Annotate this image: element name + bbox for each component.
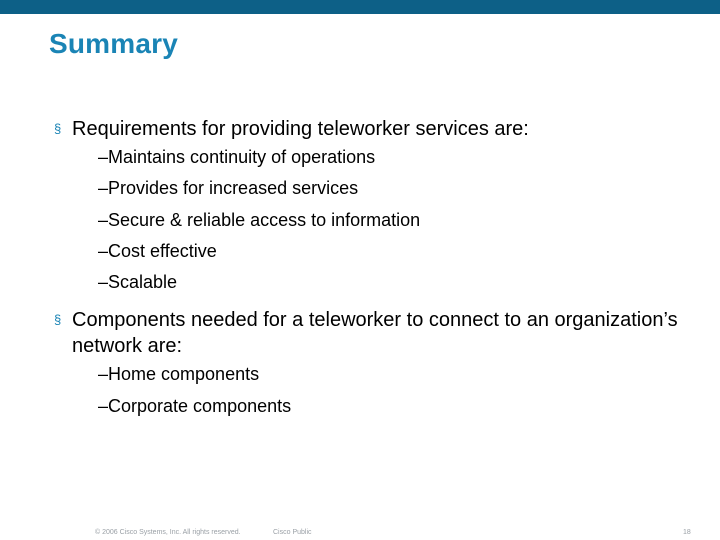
sub-item-text: Home components xyxy=(108,364,260,385)
sub-item xyxy=(98,272,694,303)
sub-item-text: Secure & reliable access to information xyxy=(108,209,421,230)
dash-marker: – xyxy=(98,395,109,416)
sub-list-requirements xyxy=(98,147,694,303)
top-accent-bar xyxy=(0,0,720,14)
bullet-requirements xyxy=(54,116,694,142)
dash-marker: – xyxy=(98,272,109,293)
page-number: 18 xyxy=(683,529,691,536)
bullet-marker-icon: § xyxy=(54,121,62,136)
dash-marker: – xyxy=(98,240,109,261)
dash-marker: – xyxy=(98,178,109,199)
sub-item-text: Cost effective xyxy=(108,240,217,261)
slide-title: Summary xyxy=(49,28,179,59)
bullet-text: Components needed for a teleworker to connect to an organization’s network are: xyxy=(72,309,678,358)
sub-item xyxy=(98,396,694,427)
sub-item xyxy=(98,210,694,241)
dash-marker: – xyxy=(98,209,109,230)
sub-item xyxy=(98,147,694,178)
dash-marker: – xyxy=(98,364,109,385)
sub-item-text: Maintains continuity of operations xyxy=(108,147,376,167)
footer-classification: Cisco Public xyxy=(273,529,312,536)
slide-content xyxy=(54,116,694,427)
bullet-components xyxy=(54,307,694,359)
sub-item xyxy=(98,364,694,395)
sub-item xyxy=(98,178,694,209)
sub-item-text: Provides for increased services xyxy=(108,178,359,199)
sub-item-text: Scalable xyxy=(108,272,178,293)
sub-item xyxy=(98,241,694,272)
sub-item-text: Corporate components xyxy=(108,395,292,416)
bullet-text: Requirements for providing teleworker services are: xyxy=(72,118,529,140)
bullet-marker-icon: § xyxy=(54,312,62,328)
footer-copyright: © 2006 Cisco Systems, Inc. All rights reserved. xyxy=(95,529,241,536)
sub-list-components xyxy=(98,364,694,427)
dash-marker: – xyxy=(98,147,109,167)
